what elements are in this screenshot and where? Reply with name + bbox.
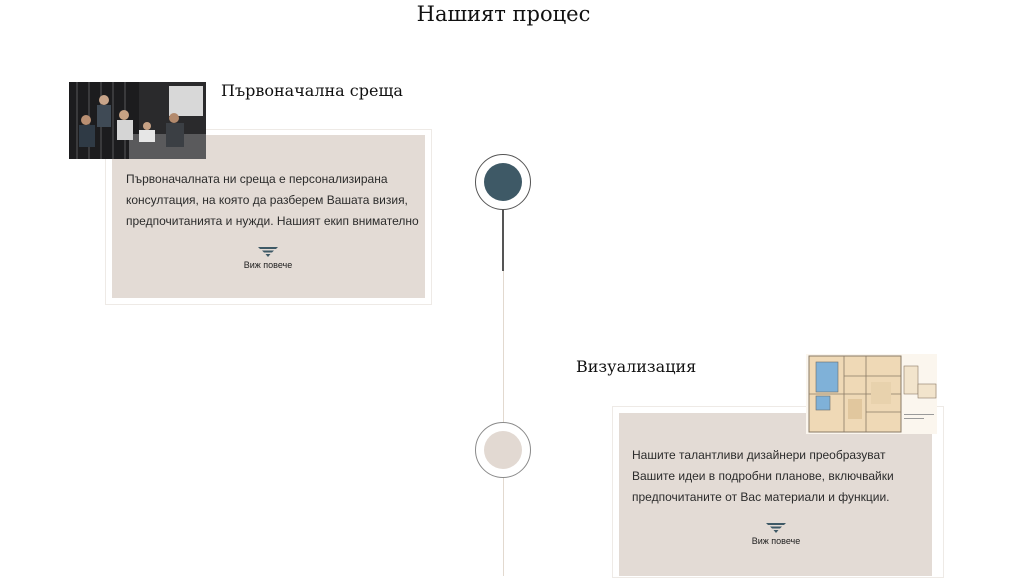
timeline-node-2 xyxy=(475,422,531,478)
step-1-text-line-2: консултация, на която да разберем Вашата визия, xyxy=(126,193,408,207)
brand-logo-icon xyxy=(765,522,787,534)
step-1-text-line-3: предпочитанията и нужди. Нашият екип внимателно xyxy=(126,214,419,228)
step-1-heading: Първоначална среща xyxy=(221,81,403,100)
timeline-node-1 xyxy=(475,154,531,210)
timeline-dot-inactive xyxy=(484,431,522,469)
step-2-text-line-2: Вашите идеи в подробни планове, включвайки xyxy=(632,469,894,483)
step-2-text-line-1: Нашите талантливи дизайнери преобразуват xyxy=(632,448,886,462)
step-2-more-link[interactable] xyxy=(736,522,816,546)
step-2-more-label: Виж повече xyxy=(751,536,801,546)
step-2-text-line-3: предпочитаните от Вас материали и функции. xyxy=(632,490,890,504)
timeline-progress xyxy=(502,205,504,271)
step-2-text xyxy=(632,445,927,508)
step-1-more-link[interactable] xyxy=(228,246,308,270)
brand-logo-icon xyxy=(257,246,279,258)
meeting-photo-icon xyxy=(69,82,206,159)
step-1-text xyxy=(126,169,421,232)
step-1-image xyxy=(69,82,206,159)
floor-plan-icon xyxy=(806,354,937,434)
timeline-dot-active xyxy=(484,163,522,201)
page-title: Нашият процес xyxy=(416,2,591,26)
step-2-heading: Визуализация xyxy=(576,357,697,376)
step-2-image xyxy=(806,354,937,434)
step-1-text-line-1: Първоначалната ни среща е персонализирана xyxy=(126,172,388,186)
step-1-more-label: Виж повече xyxy=(243,260,293,270)
